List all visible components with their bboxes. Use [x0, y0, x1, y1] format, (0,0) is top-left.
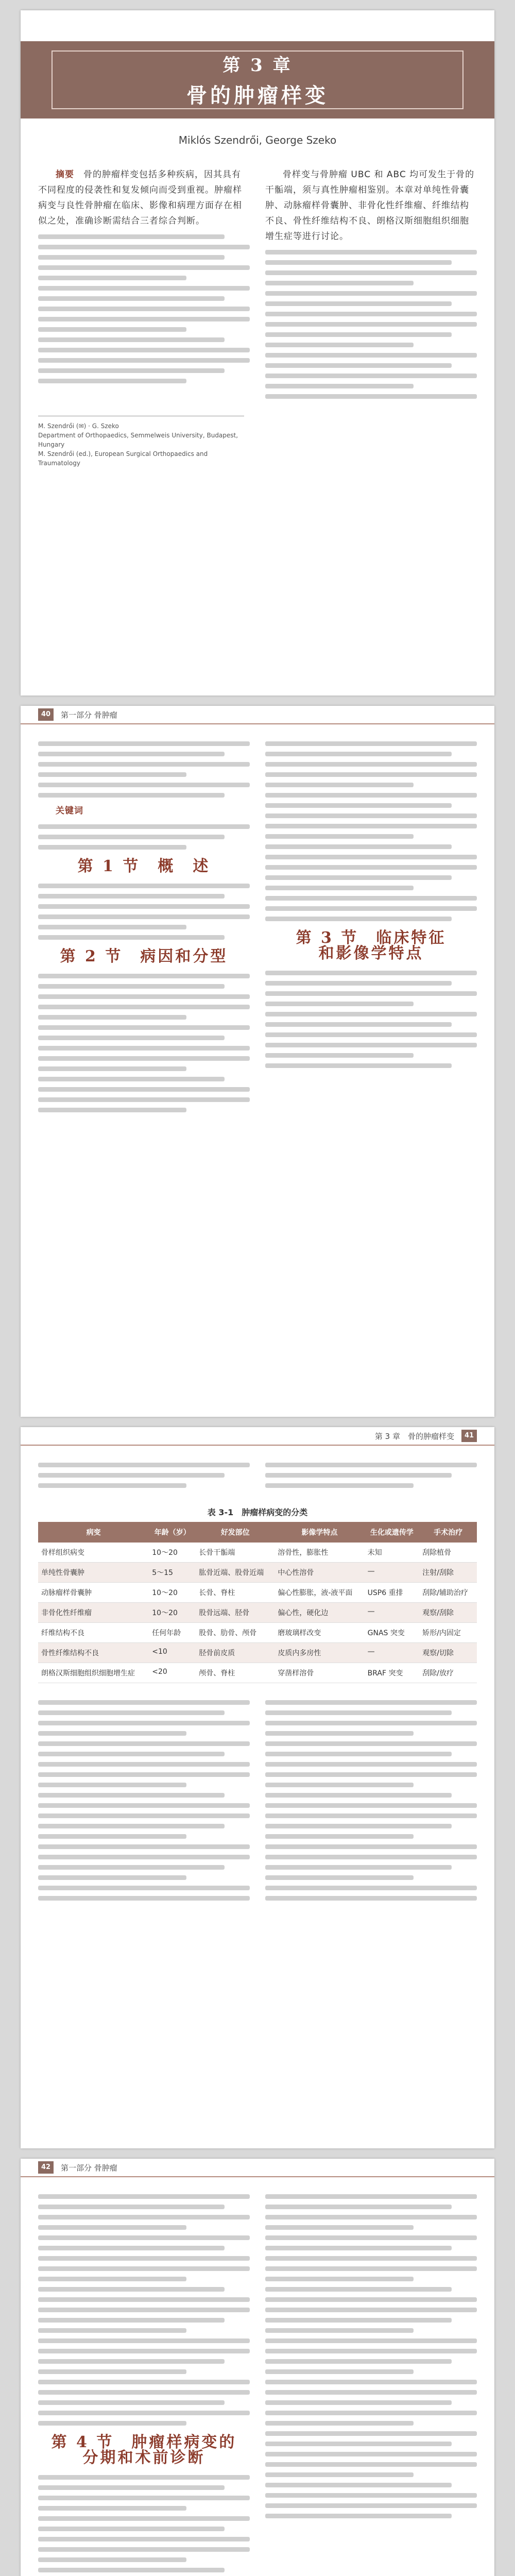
table-row — [38, 1663, 477, 1683]
table-row — [38, 1623, 477, 1643]
left-column — [38, 167, 250, 404]
chapter-title: 骨的肿瘤样变 — [186, 83, 329, 108]
table-cell: — — [365, 1603, 420, 1623]
running-head: 第一部分 骨肿瘤 — [61, 2163, 117, 2173]
page-number: 42 — [38, 2161, 54, 2174]
table-cell: GNAS 突变 — [365, 1623, 420, 1643]
table-title: 表 3-1 肿瘤样病变的分类 — [207, 1507, 308, 1517]
abstract-label: 摘要 — [56, 170, 74, 180]
table-cell: 刮除植骨 — [419, 1543, 477, 1563]
body-columns — [21, 156, 494, 416]
chapter-title-band — [21, 41, 494, 118]
table-row — [38, 1603, 477, 1623]
table-row — [38, 1543, 477, 1563]
page-3 — [21, 1427, 494, 2148]
page-number: 41 — [461, 1430, 477, 1442]
table-cell: 磨玻璃样改变 — [274, 1623, 364, 1643]
table-row — [38, 1643, 477, 1663]
table-cell: 未知 — [365, 1543, 420, 1563]
table-cell: 颅骨、脊柱 — [196, 1663, 274, 1683]
section-heading: 第 3 节 临床特征 和影像学特点 — [296, 929, 447, 962]
table-row — [38, 1583, 477, 1603]
table-cell: 纤维结构不良 — [38, 1623, 149, 1643]
left-column — [38, 736, 250, 1118]
right-column — [265, 167, 477, 404]
running-head: 第 3 章 骨的肿瘤样变 — [374, 1431, 454, 1441]
table-cell: 10～20 — [149, 1543, 196, 1563]
table-header-cell: 病变 — [38, 1522, 149, 1543]
table-cell: 10～20 — [149, 1603, 196, 1623]
table-cell: 刮除/放疗 — [419, 1663, 477, 1683]
table-cell: 刮除/辅助治疗 — [419, 1583, 477, 1603]
table-cell: 非骨化性纤维瘤 — [38, 1603, 149, 1623]
table-cell: 溶骨性，膨胀性 — [274, 1543, 364, 1563]
table-cell: BRAF 突变 — [365, 1663, 420, 1683]
table-cell: 5～15 — [149, 1563, 196, 1583]
table-row — [38, 1563, 477, 1583]
page-1 — [21, 10, 494, 696]
table-cell: 长骨干骺端 — [196, 1543, 274, 1563]
table-cell: 观察/切除 — [419, 1643, 477, 1663]
keywords-label: 关键词 — [56, 806, 83, 816]
table-cell: — — [365, 1643, 420, 1663]
table-cell: — — [365, 1563, 420, 1583]
table-header-cell: 手术治疗 — [419, 1522, 477, 1543]
page-header — [21, 2159, 494, 2177]
intro-text: 骨样变与骨肿瘤 UBC 和 ABC 均可发生于骨的干骺端，须与真性肿瘤相鉴别。本章对单纯性骨囊肿、动脉瘤样骨囊肿、非骨化性纤维瘤、纤维结构不良、骨性纤维结构不良、朗格汉斯细胞组织细胞增生症等进行讨论。 — [265, 170, 475, 242]
footnote: M. Szendrői (✉) · G. Szeko Department of Orthopaedics, Semmelweis University, Budapest, Hungary M. Szendrői (ed.), European Surgical Orthopaedics and Traumatology — [38, 416, 244, 468]
table-cell: 矫形/内固定 — [419, 1623, 477, 1643]
table-cell: 朗格汉斯细胞组织细胞增生症 — [38, 1663, 149, 1683]
table-cell: 任何年龄 — [149, 1623, 196, 1643]
table-cell: <10 — [149, 1643, 196, 1663]
section-heading: 第 1 节 概 述 — [77, 857, 211, 875]
table-cell: 皮质内多房性 — [274, 1643, 364, 1663]
table-cell: 肱骨近端、股骨近端 — [196, 1563, 274, 1583]
table-cell: 注射/刮除 — [419, 1563, 477, 1583]
table-cell: <20 — [149, 1663, 196, 1683]
section-heading: 第 4 节 肿瘤样病变的 分期和术前诊断 — [51, 2433, 237, 2467]
table-header-cell: 生化或遗传学 — [365, 1522, 420, 1543]
table-header-cell: 好发部位 — [196, 1522, 274, 1543]
table-cell: 胫骨前皮质 — [196, 1643, 274, 1663]
table-cell: 动脉瘤样骨囊肿 — [38, 1583, 149, 1603]
section-heading: 第 2 节 病因和分型 — [60, 947, 228, 965]
table-cell: 穿凿样溶骨 — [274, 1663, 364, 1683]
table-cell: 长骨、脊柱 — [196, 1583, 274, 1603]
table-cell: 观察/刮除 — [419, 1603, 477, 1623]
table-cell: 偏心性，硬化边 — [274, 1603, 364, 1623]
page-2 — [21, 706, 494, 1417]
table-cell: 中心性溶骨 — [274, 1563, 364, 1583]
running-head: 第一部分 骨肿瘤 — [61, 710, 117, 720]
table-cell: 骨样组织病变 — [38, 1543, 149, 1563]
right-column — [265, 736, 477, 1118]
table-cell: 骨性纤维结构不良 — [38, 1643, 149, 1663]
page-header — [21, 706, 494, 724]
classification-table — [38, 1522, 477, 1683]
table-header-cell: 年龄（岁） — [149, 1522, 196, 1543]
table-cell: 股骨远端、胫骨 — [196, 1603, 274, 1623]
abstract-text: 骨的肿瘤样变包括多种疾病，因其具有不同程度的侵袭性和复发倾向而受到重视。肿瘤样病变与良性骨肿瘤在临床、影像和病理方面存在相似之处，准确诊断需结合三者综合判断。 — [38, 170, 242, 226]
table-cell: USP6 重排 — [365, 1583, 420, 1603]
page-header — [21, 1427, 494, 1446]
table-cell: 单纯性骨囊肿 — [38, 1563, 149, 1583]
table-cell: 偏心性膨胀，液-液平面 — [274, 1583, 364, 1603]
table-cell: 10～20 — [149, 1583, 196, 1603]
page-number: 40 — [38, 708, 54, 721]
table-cell: 股骨、肋骨、颅骨 — [196, 1623, 274, 1643]
chapter-number: 第 3 章 — [222, 55, 293, 76]
table-header-cell: 影像学特点 — [274, 1522, 364, 1543]
page-4 — [21, 2159, 494, 2576]
chapter-authors: Miklós Szendrői, George Szeko — [178, 134, 337, 146]
